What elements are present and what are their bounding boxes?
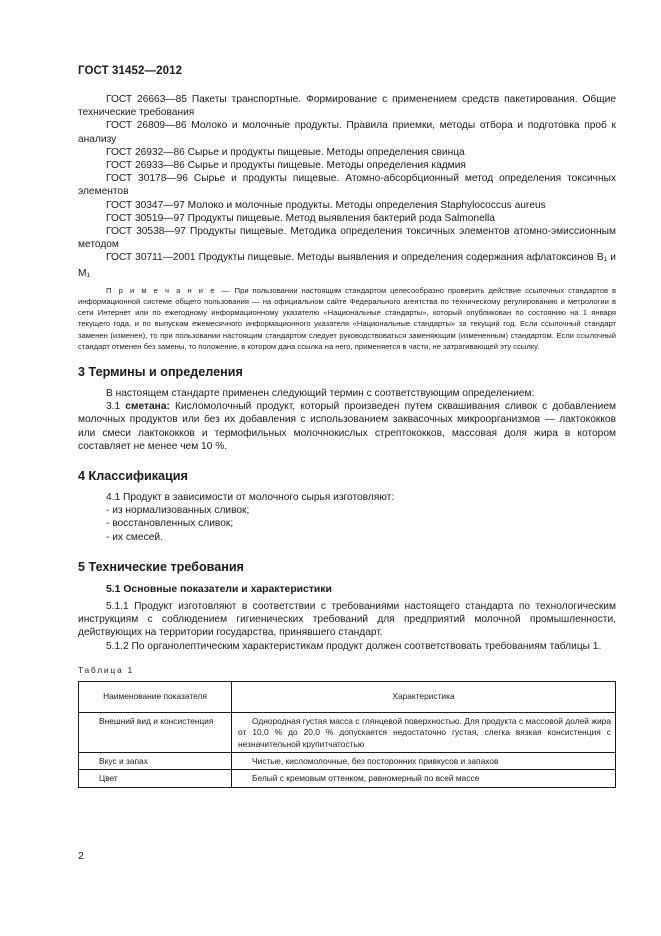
list-item: - восстановленных сливок; bbox=[106, 518, 234, 530]
reference-item: ГОСТ 26809—86 Молоко и молочные продукты. Правила приемки, методы отбора и подготовка проб к анализу bbox=[78, 120, 616, 145]
note-label: П р и м е ч а н и е — bbox=[106, 285, 231, 295]
reference-text: и М bbox=[78, 252, 616, 279]
table-header-cell: Характеристика bbox=[232, 681, 616, 712]
reference-text: ГОСТ 30711—2001 Продукты пищевые. Методы выявления и определения содержания афлатоксинов В bbox=[106, 252, 604, 264]
term-name: сметана: bbox=[125, 401, 170, 413]
list-item: - из нормализованных сливок; bbox=[106, 505, 250, 517]
subscript: 1 bbox=[603, 256, 608, 264]
table-caption: Таблица 1 bbox=[78, 664, 135, 675]
section-heading-terms: 3 Термины и определения bbox=[78, 365, 243, 380]
reference-item bbox=[78, 251, 616, 281]
section-heading-classification: 4 Классификация bbox=[78, 469, 188, 484]
list-item: - их смесей. bbox=[106, 531, 163, 543]
paragraph: 5.1.2 По органолептическим характеристикам продукт должен соответствовать требованиям таблицы 1. bbox=[106, 640, 602, 652]
subsection-heading: 5.1 Основные показатели и характеристики bbox=[106, 583, 332, 595]
note-text: При пользовании настоящим стандартом целесообразно проверить действие ссылочных стандартов в информационной системе общего пользования — на официальном сайте Федерального агентства по техническому регулированию и метрологии в сети Интернет или по ежегодному информационному указателю «Национальные стандарты», который опубликован по состоянию на 1 января текущего года, и по выпускам ежемесячного информационного указателя «Национальные стандарты» за текущий год. Если ссылочный стандарт заменен (изменен), то при пользовании настоящим стандартом следует руководствоваться заменяющим (измененным) стандартом. Если ссылочный стандарт отменен без замены, то положение, в котором дана ссылка на него, применяется в части, не затрагивающей эту ссылку. bbox=[78, 285, 617, 351]
table-cell-value: Белый с кремовым оттенком, равномерный по всей массе bbox=[232, 770, 616, 787]
note-paragraph bbox=[78, 285, 616, 352]
document-body bbox=[78, 93, 616, 788]
table-row bbox=[79, 712, 616, 752]
table-cell-name bbox=[79, 770, 232, 787]
characteristics-table bbox=[78, 681, 616, 788]
reference-item: ГОСТ 26663—85 Пакеты транспортные. Формирование с применением средств пакетирования. Общие технические требования bbox=[78, 94, 616, 119]
section-intro: В настоящем стандарте применен следующий термин с соответствующим определением: bbox=[106, 388, 535, 400]
table-cell-name bbox=[79, 752, 232, 769]
term-text: Кисломолочный продукт, который произведен путем сквашивания сливок с добавлением молочных продуктов или без их добавления с использованием заквасочных микроорганизмов — лактококков или смеси лактококков и термофильных молочнокислых стрептококков, массовая доля жира в котором составляет не менее чем 10 %. bbox=[78, 401, 616, 452]
subscript: 1 bbox=[86, 271, 91, 279]
document-header: ГОСТ 31452—2012 bbox=[78, 65, 183, 77]
reference-item: ГОСТ 30178—96 Сырье и продукты пищевые. Атомно-абсорбционный метод определения токсичных элементов bbox=[78, 173, 616, 198]
table-cell-value: Чистые, кисломолочные, без посторонних привкусов и запахов bbox=[232, 752, 616, 769]
references-list bbox=[78, 93, 616, 282]
reference-item: ГОСТ 26932—86 Сырье и продукты пищевые. Методы определения свинца bbox=[106, 146, 465, 158]
term-number: 3.1 bbox=[106, 401, 126, 413]
reference-item: ГОСТ 30538—97 Продукты пищевые. Методика определения токсичных элементов атомно-эмиссионным методом bbox=[78, 226, 616, 251]
table-row bbox=[79, 752, 616, 769]
cell-text: Цвет bbox=[99, 773, 118, 784]
table-header-row bbox=[79, 681, 616, 712]
classification-list bbox=[78, 504, 616, 544]
reference-item: ГОСТ 30519—97 Продукты пищевые. Метод выявления бактерий рода Salmonella bbox=[106, 212, 495, 224]
page-number: 2 bbox=[78, 850, 84, 862]
reference-item: ГОСТ 26933—86 Сырье и продукты пищевые. Методы определения кадмия bbox=[106, 160, 466, 172]
table-cell-value: Однородная густая масса с глянцевой поверхностью. Для продукта с массовой долей жира от 10,0 % до 20,0 % допускается недостаточно густая, слегка вязкая консистенция с незначительной крупитчатостью bbox=[232, 712, 616, 752]
paragraph: 5.1.1 Продукт изготовляют в соответствии с требованиями настоящего стандарта по технологическим инструкциям с соблюдением гигиенических требований для предприятий молочной промышленности, действующих на территории государства, принявшего стандарт. bbox=[78, 600, 616, 639]
section-heading-requirements: 5 Технические требования bbox=[78, 559, 244, 574]
table-row bbox=[79, 770, 616, 787]
cell-text: Вкус и запах bbox=[99, 755, 148, 766]
reference-item: ГОСТ 30347—97 Молоко и молочные продукты. Методы определения Staphylococcus aureus bbox=[106, 199, 546, 211]
section-intro: 4.1 Продукт в зависимости от молочного сырья изготовляют: bbox=[106, 492, 395, 504]
table-cell-name bbox=[79, 712, 232, 752]
table-header-cell: Наименование показателя bbox=[79, 681, 232, 712]
term-definition bbox=[78, 400, 616, 453]
cell-text: Внешний вид и консистенция bbox=[99, 715, 214, 726]
